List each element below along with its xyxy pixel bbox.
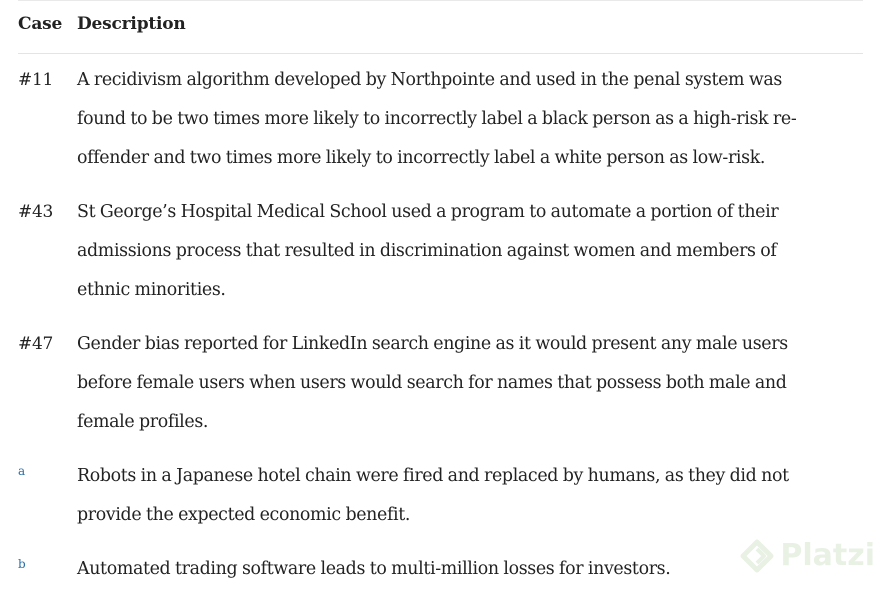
description-line: St George’s Hospital Medical School used a program to automate a portion of their	[77, 202, 779, 222]
description-line: A recidivism algorithm developed by Northpointe and used in the penal system was	[77, 70, 782, 90]
case-description	[77, 325, 863, 442]
footnote-link-b[interactable]: b	[18, 557, 26, 571]
case-description	[77, 193, 863, 310]
footnote-link-a[interactable]: a	[18, 464, 25, 478]
description-line: admissions process that resulted in discrimination against women and members of	[77, 241, 777, 261]
case-id: #43	[18, 202, 53, 222]
platzi-watermark	[740, 538, 875, 573]
description-line: Gender bias reported for LinkedIn search engine as it would present any male users	[77, 334, 788, 354]
description-line: ethnic minorities.	[77, 280, 226, 300]
description-line: before female users when users would search for names that possess both male and	[77, 373, 787, 393]
watermark-text: Platzi	[780, 538, 875, 573]
description-line: provide the expected economic benefit.	[77, 505, 411, 525]
description-line: Automated trading software leads to multi-million losses for investors.	[77, 559, 671, 579]
case-id: #11	[18, 70, 53, 90]
description-line: female profiles.	[77, 412, 209, 432]
description-line: found to be two times more likely to incorrectly label a black person as a high-risk re-	[77, 109, 797, 129]
platzi-logo-icon	[740, 539, 774, 573]
case-id: #47	[18, 334, 53, 354]
case-description	[77, 61, 863, 178]
table-header-row	[18, 0, 863, 54]
case-description	[77, 457, 863, 535]
description-line: Robots in a Japanese hotel chain were fired and replaced by humans, as they did not	[77, 466, 789, 486]
description-line: offender and two times more likely to incorrectly label a white person as low-risk.	[77, 148, 766, 168]
header-description: Description	[77, 14, 186, 34]
header-case: Case	[18, 14, 63, 34]
